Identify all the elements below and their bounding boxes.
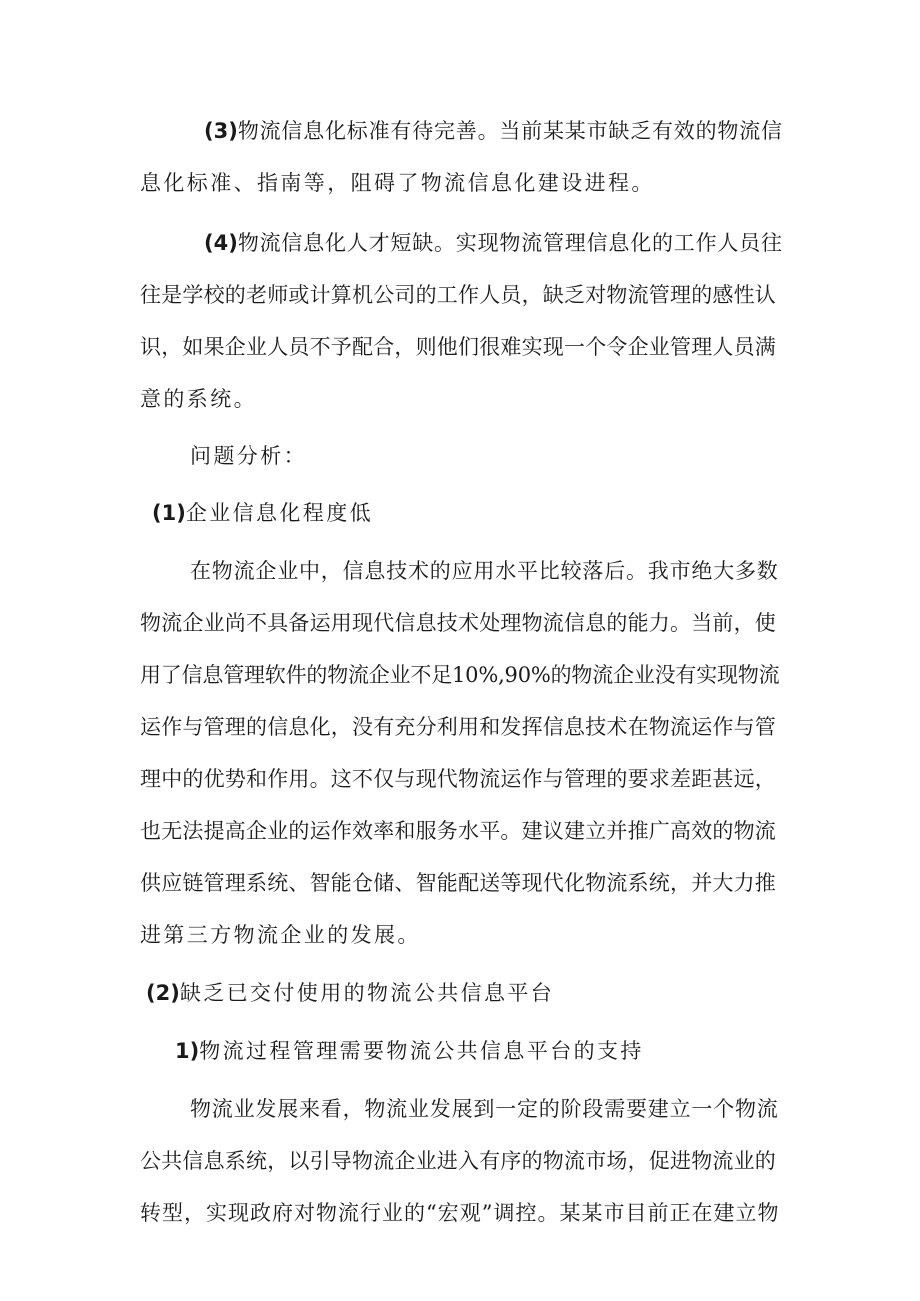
line-text: 缺乏已交付使用的物流公共信息平台 (179, 981, 555, 1005)
paragraph-line (140, 168, 780, 198)
line-text: 企业信息化程度低 (185, 501, 374, 525)
line-text: 在物流企业中，信息技术的应用水平比较落后。我市绝大多数 (190, 559, 779, 583)
paragraph-line (140, 920, 780, 950)
paragraph-line (140, 608, 780, 638)
line-text: 往是学校的老师或计算机公司的工作人员，缺乏对物流管理的感性认 (140, 283, 776, 307)
line-text: 息化标准、指南等，阻碍了物流信息化建设进程。 (140, 171, 655, 195)
paragraph-line (190, 1094, 780, 1124)
section-heading (190, 441, 790, 471)
line-text: 问题分析： (190, 444, 307, 468)
line-text: 转型，实现政府对物流行业的“宏观”调控。某某市目前正在建立物 (140, 1201, 780, 1225)
paragraph-line (140, 1146, 780, 1176)
list-marker: (1) (152, 501, 186, 525)
line-text: 进第三方物流企业的发展。 (140, 923, 421, 947)
paragraph-line (140, 384, 780, 414)
paragraph-line (204, 116, 784, 146)
list-marker: (4) (204, 231, 238, 255)
paragraph-line (140, 868, 780, 898)
list-heading (146, 978, 786, 1008)
list-marker: (2) (146, 981, 180, 1005)
list-marker: 1) (175, 1039, 200, 1063)
line-text: 公共信息系统，以引导物流企业进入有序的物流市场，促进物流业的 (140, 1149, 776, 1173)
paragraph-line (204, 228, 784, 258)
line-text: 运作与管理的信息化，没有充分利用和发挥信息技术在物流运作与管 (140, 715, 776, 739)
line-text: 理中的优势和作用。这不仅与现代物流运作与管理的要求差距甚远， (140, 767, 776, 791)
line-text: 物流过程管理需要物流公共信息平台的支持 (199, 1039, 644, 1063)
line-text: 物流业发展来看，物流业发展到一定的阶段需要建立一个物流 (190, 1097, 779, 1121)
line-text: 识，如果企业人员不予配合，则他们很难实现一个令企业管理人员满 (140, 335, 776, 359)
list-marker: (3) (204, 119, 238, 143)
paragraph-line (140, 332, 780, 362)
list-subheading (175, 1036, 795, 1066)
line-text: 物流信息化标准有待完善。当前某某市缺乏有效的物流信 (237, 119, 783, 143)
line-text: 供应链管理系统、智能仓储、智能配送等现代化物流系统，并大力推 (140, 871, 776, 895)
paragraph-line (140, 660, 780, 690)
list-heading (152, 498, 792, 528)
paragraph-line (140, 1198, 780, 1228)
paragraph-line (140, 816, 780, 846)
paragraph-line (140, 712, 780, 742)
line-text: 意的系统。 (140, 387, 257, 411)
paragraph-line (190, 556, 780, 586)
paragraph-line (140, 764, 780, 794)
line-text: 用了信息管理软件的物流企业不足10%,90%的物流企业没有实现物流 (140, 663, 780, 687)
line-text: 物流企业尚不具备运用现代信息技术处理物流信息的能力。当前，使 (140, 611, 776, 635)
line-text: 也无法提高企业的运作效率和服务水平。建议建立并推广高效的物流 (140, 819, 776, 843)
line-text: 物流信息化人才短缺。实现物流管理信息化的工作人员往 (237, 231, 783, 255)
paragraph-line (140, 280, 780, 310)
